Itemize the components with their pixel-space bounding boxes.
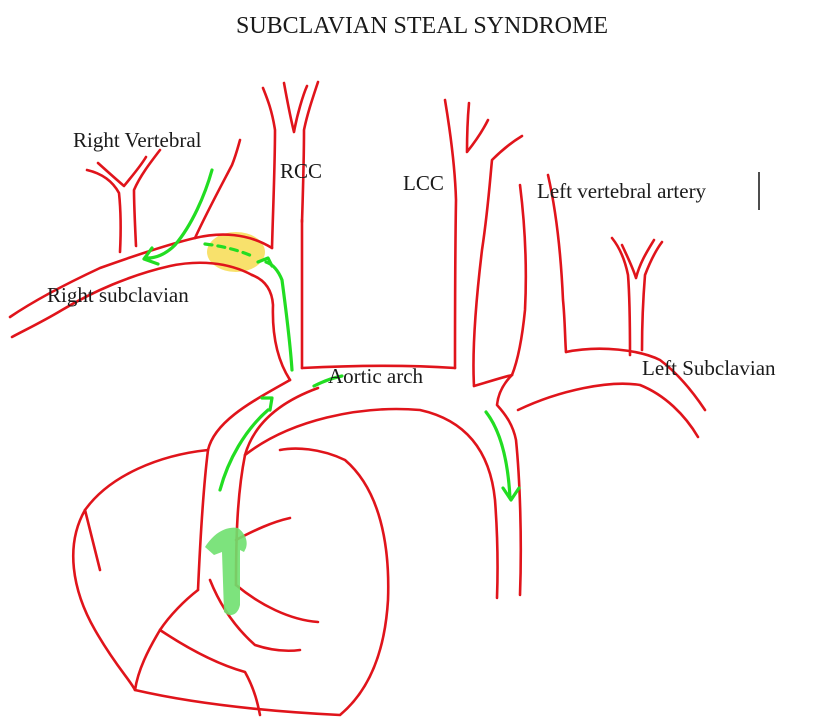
label-aortic-arch: Aortic arch	[328, 364, 424, 388]
label-right-subclavian: Right subclavian	[47, 283, 189, 307]
descending-aorta-flow-arrow	[486, 412, 510, 498]
lcc-right-wall	[473, 136, 522, 386]
diagram-title: SUBCLAVIAN STEAL SYNDROME	[235, 13, 609, 39]
lcc-fork	[467, 103, 488, 152]
right-vertebral-left-wall	[87, 170, 121, 252]
right-vertebral-trunk-branch	[195, 140, 240, 238]
arteries	[10, 82, 705, 715]
rcc-left-wall	[263, 88, 275, 248]
left-subclavian-lower-wall	[518, 384, 698, 437]
label-left-vertebral-artery: Left vertebral artery	[537, 179, 707, 203]
label-right-vertebral: Right Vertebral	[73, 128, 202, 152]
left-vertebral-left-wall	[512, 185, 526, 375]
label-left-subclavian: Left Subclavian	[642, 356, 776, 380]
rcc-right-wall	[302, 82, 318, 222]
label-rcc: RCC	[280, 159, 323, 183]
ascending-aorta-flow-arrowhead	[262, 398, 272, 410]
right-vertebral-reverse-flow-arrow	[148, 170, 212, 258]
heart-outflow-arrow	[205, 528, 247, 615]
stenosis-highlight	[207, 232, 265, 272]
ascending-aorta-right-wall	[236, 388, 318, 585]
lcc-left-wall	[445, 100, 456, 368]
heart-right-atrium	[85, 510, 100, 570]
label-lcc: LCC	[403, 171, 444, 195]
aortic-arch-inner-curve	[245, 409, 498, 598]
right-vertebral-right-wall	[134, 150, 160, 246]
heart-inner-left	[135, 590, 198, 690]
heart-inner-septum	[236, 585, 318, 622]
rcc-fork	[284, 83, 307, 132]
